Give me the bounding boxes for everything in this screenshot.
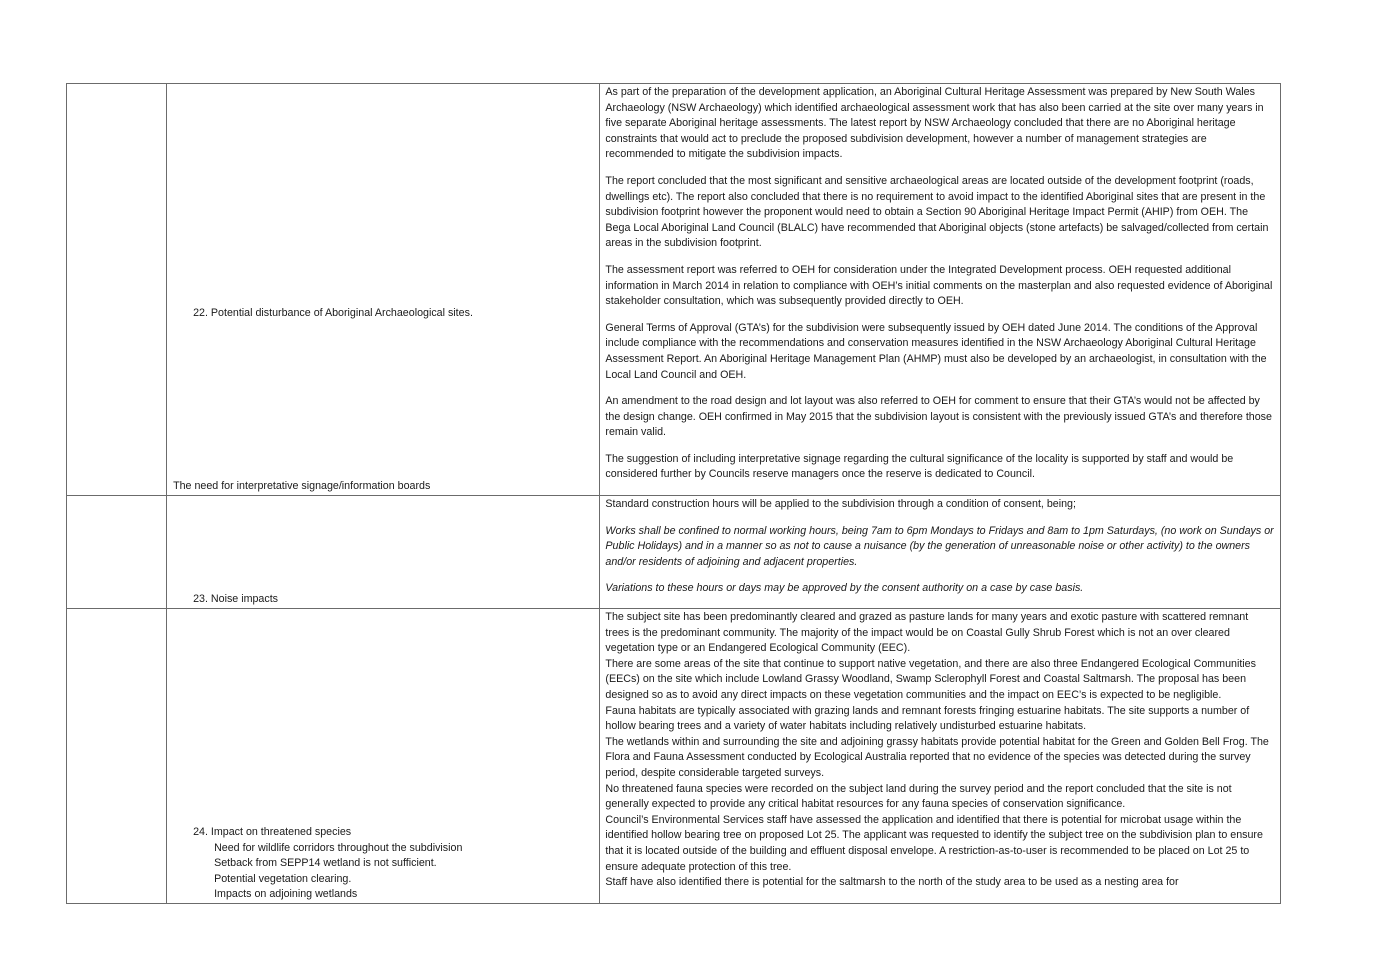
response-paragraph: There are some areas of the site that continue to support native vegetation, and there are also three Endangered Ecological Communities (EECs) on the site which include Lowland Grassy Woodland, Swamp Sclerophyll Forest and Coastal Saltmarsh. The proposal has been designed so as to avoid any direct impacts on these vegetation communities and the impact on EEC’s is expected to be negligible. <box>605 657 1256 701</box>
issue-cell <box>167 84 600 496</box>
response-paragraph: Fauna habitats are typically associated with grazing lands and remnant forests fringing estuarine habitats. The site supports a number of hollow bearing trees and a variety of water habitats including relatively undisturbed estuarine habitats. <box>605 704 1250 733</box>
table-row <box>67 84 1281 496</box>
blank-cell <box>67 84 167 496</box>
table-row <box>67 609 1281 904</box>
response-paragraph: The report concluded that the most significant and sensitive archaeological areas are located outside of the development footprint (roads, dwellings etc). The report also concluded that there is no requirement to avoid impact to the identified Aboriginal sites that are present in the subdivision footprint however the proponent would need to obtain a Section 90 Aboriginal Heritage Impact Permit (AHIP) from OEH. The Bega Local Aboriginal Land Council (BLALC) have recommended that Aboriginal objects (stone artefacts) be salvaged/collected from certain areas in the subdivision footprint. <box>605 174 1269 250</box>
issue-title: 23. Noise impacts <box>193 593 279 606</box>
response-paragraph: The suggestion of including interpretative signage regarding the cultural significance of the locality is supported by staff and would be considered further by Councils reserve managers once the reserve is dedicated to Council. <box>605 452 1234 481</box>
response-cell <box>600 609 1281 904</box>
issue-title: 22. Potential disturbance of Aboriginal Archaeological sites. <box>193 307 473 319</box>
response-cell <box>600 84 1281 496</box>
issue-item: Need for wildlife corridors throughout the subdivision <box>214 841 463 854</box>
consent-condition: Works shall be confined to normal working hours, being 7am to 6pm Mondays to Fridays and 8am to 1pm Saturdays, (no work on Sundays or Public Holidays) and in a manner so as not to cause a nuisance (by the generation of unreasonable noise or other activity) to the owners and/or residents of adjoining and adjacent properties. <box>605 524 1274 568</box>
response-paragraph: Council’s Environmental Services staff have assessed the application and identified that there is potential for microbat usage within the identified hollow bearing tree on proposed Lot 25. The applicant was requested to identify the subject tree on the subdivision plan to ensure that it is located outside of the building and effluent disposal envelope. A restriction-as-to-user is recommended to be placed on Lot 25 to ensure adequate protection of this tree. <box>605 813 1263 873</box>
response-paragraph: The assessment report was referred to OEH for consideration under the Integrated Development process. OEH requested additional information in March 2014 in relation to compliance with OEH’s initial comments on the masterplan and also requested evidence of Aboriginal stakeholder consultation, which was subsequently provided directly to OEH. <box>605 263 1273 308</box>
blank-cell <box>67 496 167 609</box>
response-paragraph: Staff have also identified there is potential for the saltmarsh to the north of the study area to be used as a nesting area for <box>605 876 1179 889</box>
issue-title: 24. Impact on threatened species <box>193 826 352 839</box>
issue-block <box>173 592 595 608</box>
variation-note: Variations to these hours or days may be approved by the consent authority on a case by case basis. <box>605 582 1084 595</box>
issue-cell <box>167 496 600 609</box>
response-paragraph: General Terms of Approval (GTA’s) for the subdivision were subsequently issued by OEH dated June 2014. The conditions of the Approval include compliance with the recommendations and conservation measures identified in the NSW Archaeology Aboriginal Cultural Heritage Assessment Report. An Aboriginal Heritage Management Plan (AHMP) must also be developed by an archaeologist, in consultation with the Local Land Council and OEH. <box>605 321 1267 381</box>
issue-item: Impacts on adjoining wetlands <box>214 888 358 901</box>
table-row <box>67 496 1281 609</box>
issue-note: The need for interpretative signage/information boards <box>173 480 431 493</box>
response-cell <box>600 496 1281 609</box>
response-paragraph: As part of the preparation of the development application, an Aboriginal Cultural Heritage Assessment was prepared by New South Wales Archaeology (NSW Archaeology) which identified archaeological assessment work that has also been carried at the site over many years in five separate Aboriginal heritage assessments. The latest report by NSW Archaeology concluded that there are no Aboriginal heritage constraints that would act to preclude the proposed subdivision development, however a number of management strategies are recommended to mitigate the subdivision impacts. <box>605 86 1264 161</box>
issue-block <box>173 825 595 903</box>
blank-cell <box>67 609 167 904</box>
response-paragraph: An amendment to the road design and lot layout was also referred to OEH for comment to ensure that their GTA’s would not be affected by the design change. OEH confirmed in May 2015 that the subdivision layout is consistent with the previously issued GTA’s and therefore those remain valid. <box>605 395 1272 439</box>
issue-cell <box>167 609 600 904</box>
issue-item: Potential vegetation clearing. <box>214 872 352 885</box>
response-paragraph: Standard construction hours will be applied to the subdivision through a condition of consent, being; <box>605 498 1076 510</box>
response-paragraph: No threatened fauna species were recorded on the subject land during the survey period and the report concluded that the site is not generally expected to provide any critical habitat resources for any fauna species of conservation significance. <box>605 782 1232 811</box>
issue-item: Setback from SEPP14 wetland is not sufficient. <box>214 857 437 870</box>
response-paragraph: The subject site has been predominantly cleared and grazed as pasture lands for many years and exotic pasture with scattered remnant trees is the predominant community. The majority of the impact would be on Coastal Gully Shrub Forest which is not an over cleared vegetation type or an Endangered Ecological Community (EEC). <box>605 611 1249 655</box>
response-paragraph: The wetlands within and surrounding the site and adjoining grassy habitats provide potential habitat for the Green and Golden Bell Frog. The Flora and Fauna Assessment conducted by Ecological Australia reported that no evidence of the species was detected during the survey period, despite considerable targeted surveys. <box>605 735 1269 779</box>
submissions-table <box>66 83 1281 904</box>
